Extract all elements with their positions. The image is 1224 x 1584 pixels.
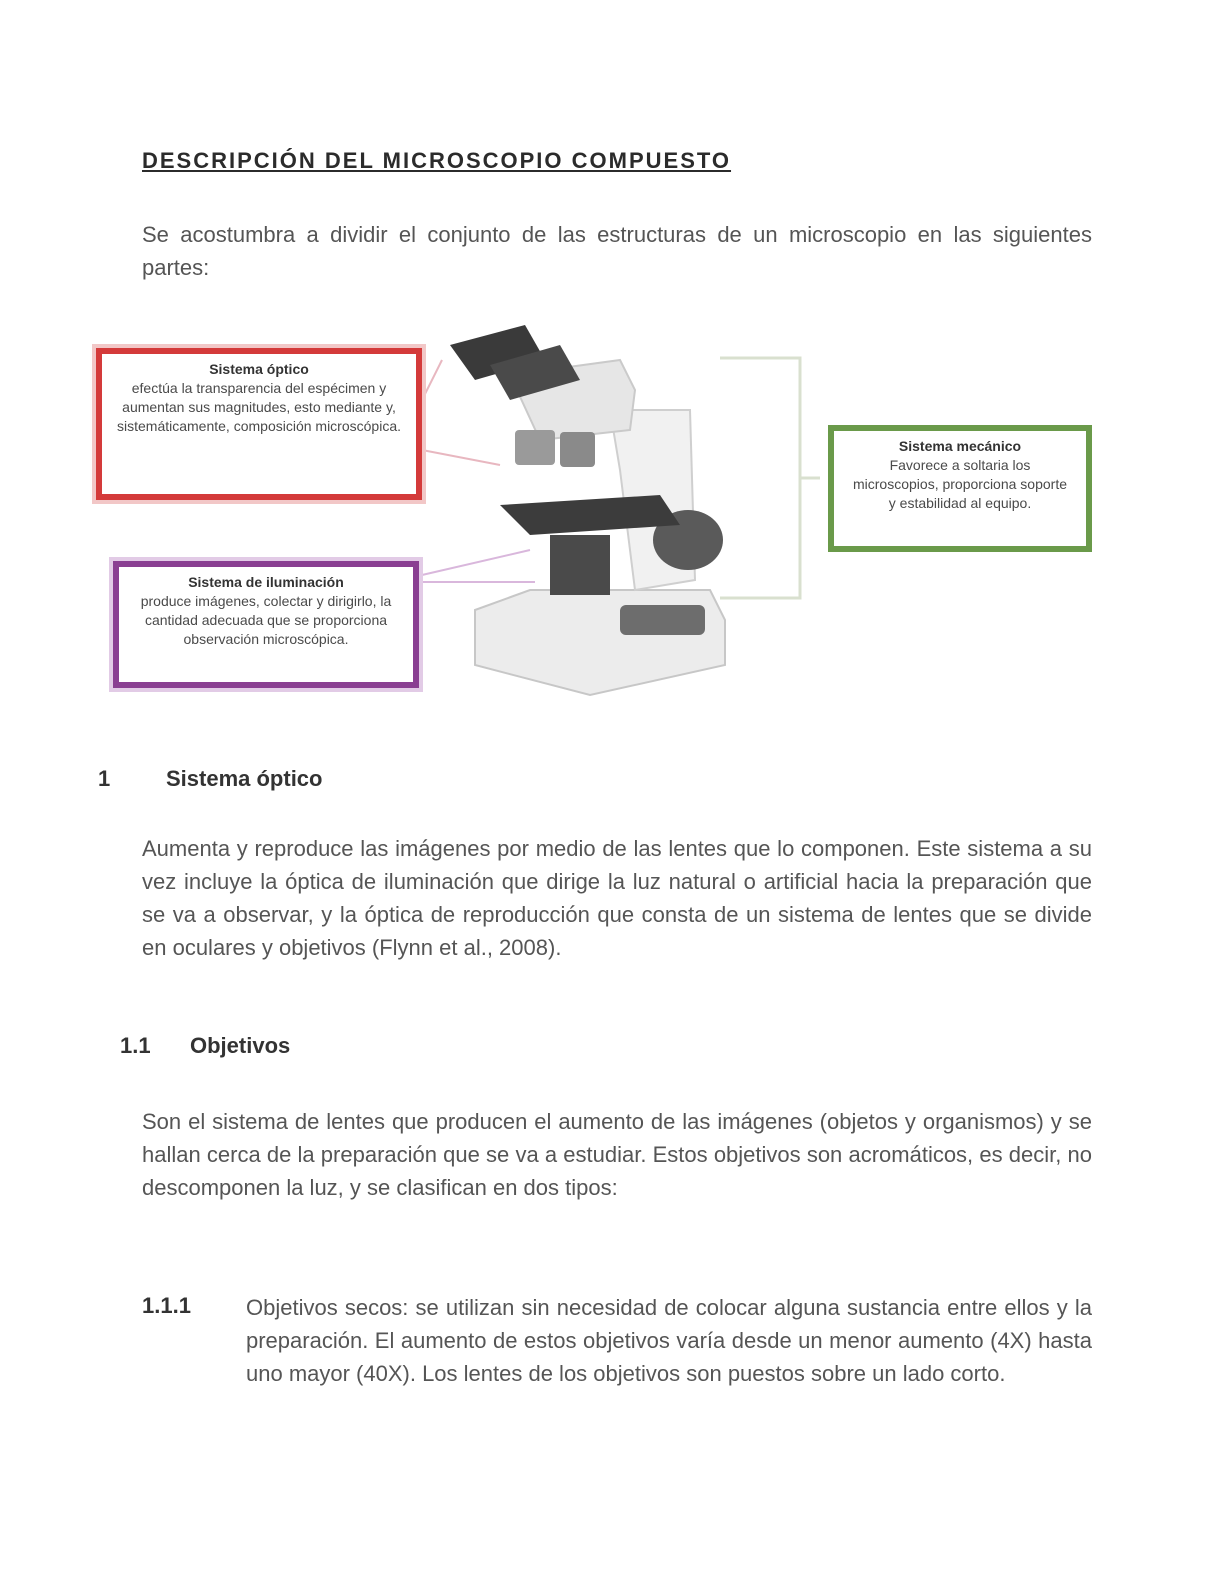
section-1-1-1-paragraph: Objetivos secos: se utilizan sin necesidad de colocar alguna sustancia entre ellos y la preparación. El aumento de estos objetivos varía desde un menor aumento (4X) hasta uno mayor (40X). Los lentes de los objetivos son puestos sobre un lado corto.	[246, 1295, 1092, 1386]
illumination-system-text: produce imágenes, colectar y dirigirlo, la cantidad adecuada que se proporciona observación microscópica.	[140, 593, 392, 647]
intro-paragraph: Se acostumbra a dividir el conjunto de las estructuras de un microscopio en las siguientes partes:	[142, 222, 1092, 280]
section-1-1-1-number: 1.1.1	[142, 1293, 191, 1318]
section-1-paragraph: Aumenta y reproduce las imágenes por medio de las lentes que lo componen. Este sistema a su vez incluye la óptica de iluminación que dirige la luz natural o artificial hacia la preparación que se va a observar, y la óptica de reproducción que consta de un sistema de lentes que se divide en oculares y objetivos (Flynn et al., 2008).	[142, 836, 1092, 960]
condenser	[550, 535, 610, 595]
section-1-heading: Sistema óptico	[166, 766, 323, 791]
mechanical-system-text: Favorece a soltaria los microscopios, proporciona soporte y estabilidad al equipo.	[853, 457, 1067, 511]
illumination-system-box	[113, 561, 419, 688]
objective-lens-1	[515, 430, 555, 465]
optical-system-text: efectúa la transparencia del espécimen y aumentan sus magnitudes, esto mediante y, sistemáticamente, composición microscópica.	[117, 380, 401, 434]
document-title: DESCRIPCIÓN DEL MICROSCOPIO COMPUESTO	[142, 148, 732, 173]
mechanical-system-title: Sistema mecánico	[898, 438, 1022, 454]
objective-lens-2	[560, 432, 595, 467]
optical-system-title: Sistema óptico	[209, 361, 309, 377]
leader-line-illumination-1	[422, 550, 530, 575]
section-1-1-number: 1.1	[120, 1033, 151, 1058]
optical-system-box	[96, 348, 422, 500]
leader-line-optical-1	[422, 360, 442, 400]
section-1-1-heading: Objetivos	[190, 1033, 291, 1058]
section-1-1-paragraph: Son el sistema de lentes que producen el aumento de las imágenes (objetos y organismos) y se hallan cerca de la preparación que se va a estudiar. Estos objetivos son acromáticos, es decir, no descomponen la luz, y se clasifican en dos tipos:	[142, 1109, 1092, 1200]
base-light-panel	[620, 605, 705, 635]
mechanical-bracket	[720, 358, 800, 598]
section-1-number: 1	[98, 766, 111, 791]
illumination-system-title: Sistema de iluminación	[188, 574, 344, 590]
leader-line-optical-2	[422, 450, 500, 465]
mechanical-system-box	[828, 425, 1092, 552]
microscope-illustration	[420, 320, 820, 710]
